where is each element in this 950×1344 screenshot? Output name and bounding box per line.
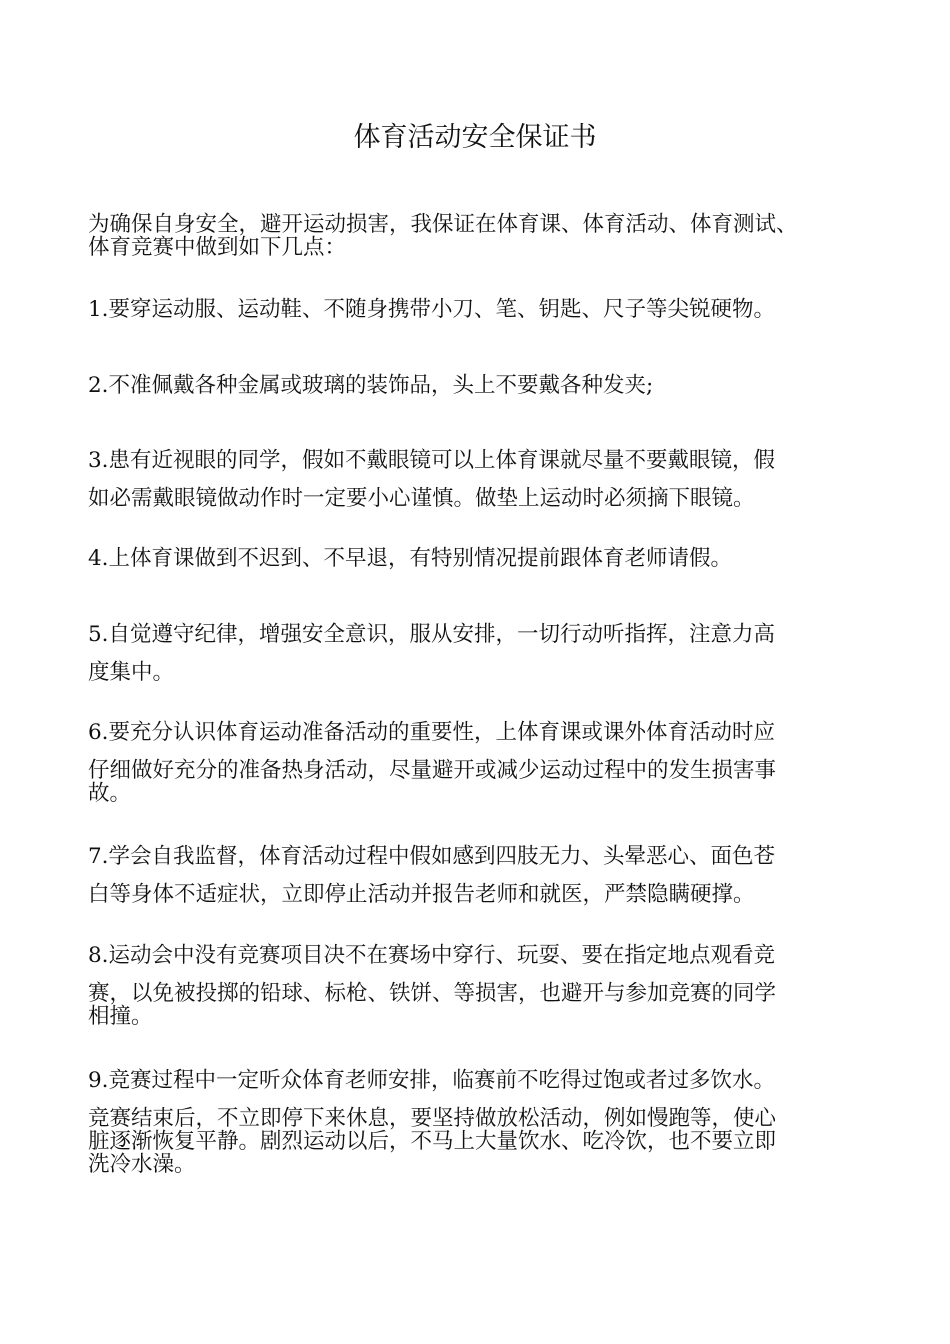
item-7 [88, 845, 878, 906]
item-6-line-3: 故。 [88, 781, 132, 806]
item-8-line-2: 赛，以免被投掷的铅球、标枪、铁饼、等损害，也避开与参加竞赛的同学 [88, 981, 777, 1006]
item-5-line-2: 度集中。 [88, 660, 175, 685]
intro-line-2: 体育竞赛中做到如下几点： [88, 235, 347, 260]
item-1 [88, 298, 878, 321]
item-9-line-1: 9.竞赛过程中一定听众体育老师安排，临赛前不吃得过饱或者过多饮水。 [88, 1068, 776, 1093]
item-3-line-1: 3.患有近视眼的同学，假如不戴眼镜可以上体育课就尽量不要戴眼镜，假 [88, 448, 776, 473]
item-2-line-1: 2.不准佩戴各种金属或玻璃的装饰品，头上不要戴各种发夹; [88, 373, 654, 398]
item-2 [88, 374, 878, 397]
item-5 [88, 623, 878, 684]
item-7-line-2: 白等身体不适症状，立即停止活动并报告老师和就医，严禁隐瞒硬撑。 [88, 882, 755, 907]
item-8-line-1: 8.运动会中没有竞赛项目决不在赛场中穿行、玩耍、要在指定地点观看竞 [88, 943, 776, 968]
intro-line-1: 为确保自身安全，避开运动损害，我保证在体育课、体育活动、体育测试、 [88, 212, 798, 237]
item-6-line-2: 仔细做好充分的准备热身活动，尽量避开或减少运动过程中的发生损害事 [88, 758, 777, 783]
item-9-line-4: 洗冷水澡。 [88, 1152, 196, 1177]
item-9 [88, 1069, 878, 1176]
item-9-line-3: 脏逐渐恢复平静。剧烈运动以后，不马上大量饮水、吃冷饮，也不要立即 [88, 1129, 777, 1154]
document-title: 体育活动安全保证书 [353, 122, 597, 153]
item-6 [88, 721, 878, 805]
item-3-line-2: 如必需戴眼镜做动作时一定要小心谨慎。做垫上运动时必须摘下眼镜。 [88, 486, 755, 511]
item-6-line-1: 6.要充分认识体育运动准备活动的重要性，上体育课或课外体育活动时应 [88, 720, 776, 745]
intro-paragraph [88, 213, 878, 259]
item-8 [88, 944, 878, 1028]
item-9-line-2: 竞赛结束后，不立即停下来休息，要坚持做放松活动，例如慢跑等，使心 [88, 1106, 777, 1131]
item-4-line-1: 4.上体育课做到不迟到、不早退，有特别情况提前跟体育老师请假。 [88, 546, 733, 571]
item-1-line-1: 1.要穿运动服、运动鞋、不随身携带小刀、笔、钥匙、尺子等尖锐硬物。 [88, 297, 776, 322]
item-3 [88, 449, 878, 510]
item-5-line-1: 5.自觉遵守纪律，增强安全意识，服从安排，一切行动听指挥，注意力高 [88, 622, 776, 647]
item-8-line-3: 相撞。 [88, 1004, 153, 1029]
item-7-line-1: 7.学会自我监督，体育活动过程中假如感到四肢无力、头晕恶心、面色苍 [88, 844, 776, 869]
item-4 [88, 547, 878, 570]
